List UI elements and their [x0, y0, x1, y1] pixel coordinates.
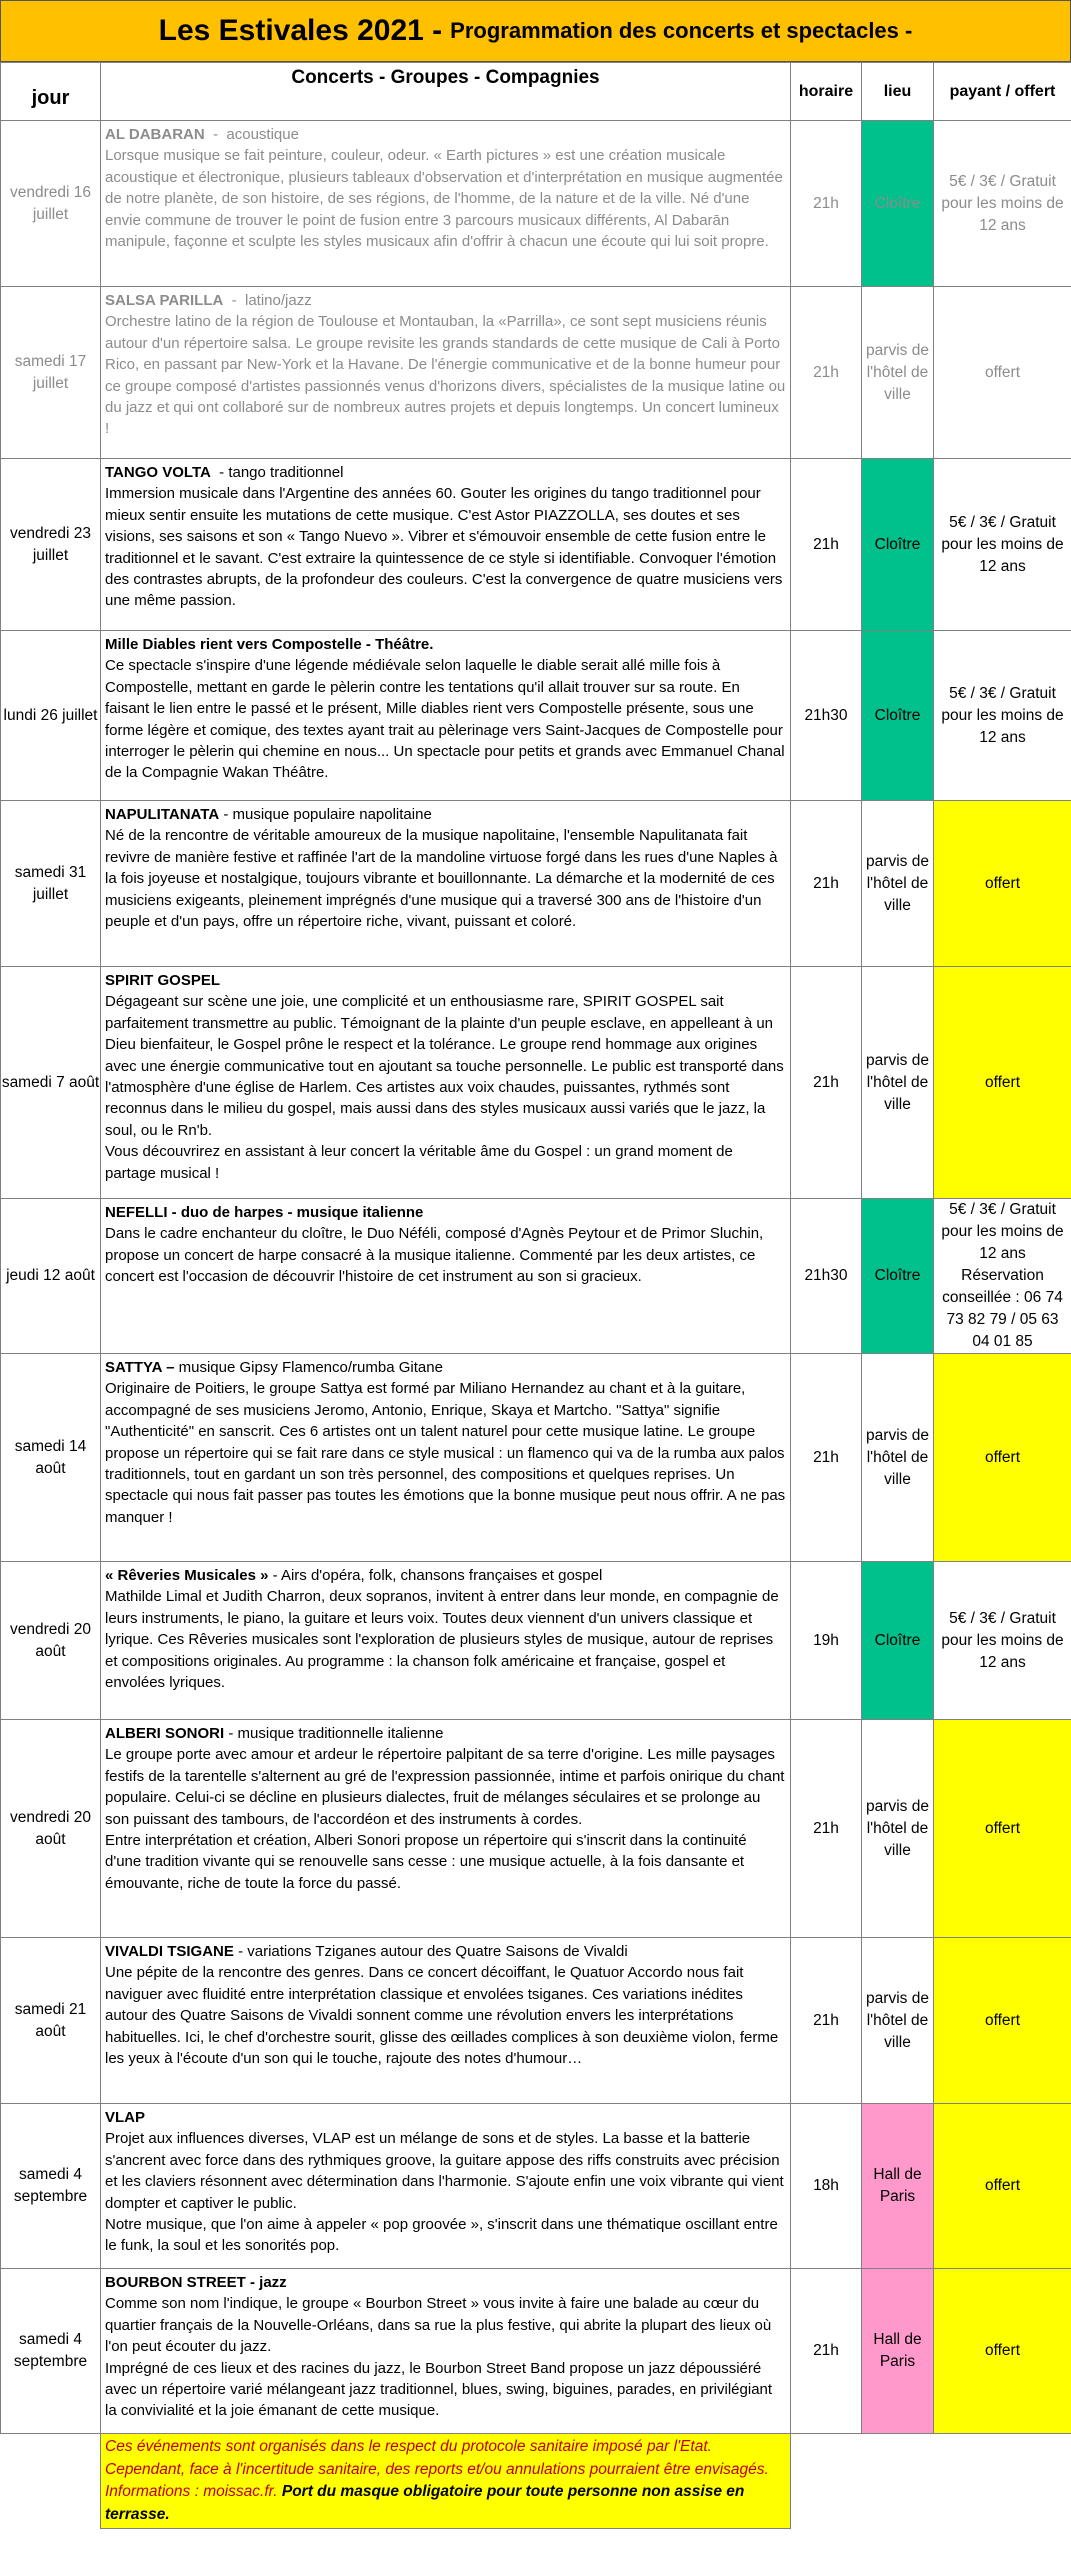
event-row: [1, 1938, 1071, 2104]
event-title: BOURBON STREET - jazz: [105, 2274, 287, 2291]
event-row: [1, 1562, 1071, 1720]
footer-note-cell: [101, 2434, 791, 2529]
event-price: 5€ / 3€ / Gratuit pour les moins de 12 ans: [934, 1562, 1071, 1720]
event-day: vendredi 16 juillet: [1, 121, 101, 287]
event-text: Ce spectacle s'inspire d'une légende médiévale selon laquelle le diable serait allé mille fois à Compostelle, mettant en garde le pèlerin contre les tentations qu'il allait trouver sur sa route. En faisant le lien entre le passé et le présent, Mille diables rient vers Compostelle présente, sous une forme légère et comique, des textes ayant trait au pèlerinage vers Saint-Jacques de Compostelle pour interroger le pèlerin qui chemine en nous... Un spectacle pour petits et grands avec Emmanuel Chanal de la Compagnie Wakan Théâtre.: [105, 657, 785, 782]
event-price: 5€ / 3€ / Gratuit pour les moins de 12 ans Réservation conseillée : 06 74 73 82 79 / 05 63 04 01 85: [934, 1199, 1071, 1354]
event-price: 5€ / 3€ / Gratuit pour les moins de 12 ans: [934, 121, 1071, 287]
column-header-day: jour: [1, 63, 101, 121]
event-title: VLAP: [105, 2109, 146, 2126]
event-title: Mille Diables rient vers Compostelle - Théâtre.: [105, 636, 434, 653]
event-row: [1, 1720, 1071, 1938]
event-row: [1, 459, 1071, 631]
event-description-cell: [101, 801, 791, 967]
footer-note: Ces événements sont organisés dans le respect du protocole sanitaire imposé par l'Etat. Cependant, face à l'incertitude sanitaire, des reports et/ou annulations pourraient être envisagés. Informations : moissac.fr.: [105, 2438, 769, 2500]
event-day: vendredi 23 juillet: [1, 459, 101, 631]
event-place: Hall de Paris: [862, 2269, 934, 2434]
event-price: offert: [934, 967, 1071, 1199]
event-price: 5€ / 3€ / Gratuit pour les moins de 12 ans: [934, 459, 1071, 631]
event-place: Cloître: [862, 1199, 934, 1354]
footer-row: [1, 2434, 1071, 2529]
event-row: [1, 967, 1071, 1199]
footer-mask-note: Port du masque obligatoire pour toute personne non assise en terrasse.: [105, 2483, 745, 2523]
event-title: NAPULITANATA: [105, 806, 220, 823]
event-price: offert: [934, 2104, 1071, 2269]
event-price: offert: [934, 1720, 1071, 1938]
event-price: offert: [934, 1354, 1071, 1562]
event-title: ALBERI SONORI: [105, 1725, 225, 1742]
event-title: NEFELLI - duo de harpes - musique italienne: [105, 1204, 424, 1221]
event-time: 21h: [791, 967, 862, 1199]
event-day: samedi 21 août: [1, 1938, 101, 2104]
event-price: offert: [934, 287, 1071, 459]
event-time: 21h: [791, 121, 862, 287]
event-title: VIVALDI TSIGANE: [105, 1943, 234, 1960]
event-place: Cloître: [862, 121, 934, 287]
event-row: [1, 121, 1071, 287]
event-description-cell: [101, 967, 791, 1199]
event-description-cell: [101, 1199, 791, 1354]
event-time: 21h30: [791, 1199, 862, 1354]
event-text: Le groupe porte avec amour et ardeur le répertoire palpitant de sa terre d'origine. Les mille paysages festifs de la tarentelle s'alternent au gré de l'expression passionnée, intime et parfois onirique du chant populaire. Celui-ci se décline en plusieurs dialectes, fruit de mélanges séculaires et se prolonge au son puissant des tambours, de l'accordéon et des instruments à cordes. Entre interprétation et création, Alberi Sonori propose un répertoire qui s'inscrit dans la continuité d'une tradition vivante qui se renouvelle sans cesse : une musique actuelle, à la fois dansante et émouvante, riche de toute la force du passé.: [105, 1746, 785, 1892]
event-day: samedi 7 août: [1, 967, 101, 1199]
event-place: parvis de l'hôtel de ville: [862, 287, 934, 459]
event-genre: - latino/jazz: [223, 292, 312, 309]
column-header-place: lieu: [862, 63, 934, 121]
event-text: Dégageant sur scène une joie, une complicité et un enthousiasme rare, SPIRIT GOSPEL sait parfaitement transmettre au public. Témoignant de la plainte d'un peuple esclave, en appelleant à un Dieu bienfaiteur, le Gospel prône le respect et la tolérance. Le groupe rend hommage aux origines avec une énergie communicative tout en ajoutant sa touche personnelle. Le public est transporté dans l'atmosphère d'une église de Harlem. Ces artistes aux voix chaudes, puissantes, rythmés sont reconnus dans le milieu du gospel, mais aussi dans des styles musicaux aussi variés que le jazz, la soul, ou le Rn'b. Vous découvrirez en assistant à leur concert la véritable âme du Gospel : un grand moment de partage musical !: [105, 993, 784, 1182]
column-header-price: payant / offert: [934, 63, 1071, 121]
event-time: 21h: [791, 459, 862, 631]
event-text: Projet aux influences diverses, VLAP est un mélange de sons et de styles. La basse et la batterie s'ancrent avec force dans des rythmiques groove, la guitare appose des riffs construits avec précision et les claviers résonnent avec détermination dans l'harmonie. S'ajoute enfin une voix vibrante qui vient dompter et captiver le public. Notre musique, que l'on aime à appeler « pop groovée », s'inscrit dans une thématique oscillant entre le funk, la soul et les sonorités pop.: [105, 2130, 784, 2255]
event-price: offert: [934, 2269, 1071, 2434]
event-row: [1, 1199, 1071, 1354]
event-rows: [1, 121, 1071, 2434]
event-title: TANGO VOLTA: [105, 464, 211, 481]
column-header-description: Concerts - Groupes - Compagnies: [101, 63, 791, 121]
event-time: 21h: [791, 2269, 862, 2434]
event-text: Orchestre latino de la région de Toulouse et Montauban, la «Parrilla», ce sont sept musiciens réunis autour d'un répertoire salsa. Le groupe revisite les grands standards de cette musique de Cali à Porto Rico, en passant par New-York et la Havane. De l'énergie communicative et de la bonne humeur pour ce groupe composé d'artistes passionnés venus d'horizons divers, spécialistes de la musique latine ou du jazz et qui ont collaboré sur de nombreux autres projets et depuis longtemps. Un concert lumineux !: [105, 313, 786, 438]
event-title: SATTYA –: [105, 1359, 175, 1376]
event-description-cell: [101, 1354, 791, 1562]
event-genre: musique Gipsy Flamenco/rumba Gitane: [174, 1359, 443, 1376]
event-text: Né de la rencontre de véritable amoureux de la musique napolitaine, l'ensemble Napulitanata fait revivre de manière festive et raffinée l'art de la mandoline virtuose forgé dans les rues d'une Naples à la fois joyeuse et nostalgique, toujours vibrante et bouillonnante. La démarche et la modernité de ces musiciens exigeants, pleinement imprégnés d'une musique qui a traversé 300 ans de l'histoire d'un peuple et d'un pays, offre un répertoire riche, vivant, puissant et coloré.: [105, 827, 778, 931]
event-genre: - Airs d'opéra, folk, chansons françaises et gospel: [268, 1567, 603, 1584]
event-time: 21h: [791, 1720, 862, 1938]
event-day: vendredi 20 août: [1, 1562, 101, 1720]
event-time: 19h: [791, 1562, 862, 1720]
event-day: vendredi 20 août: [1, 1720, 101, 1938]
event-place: parvis de l'hôtel de ville: [862, 801, 934, 967]
event-text: Dans le cadre enchanteur du cloître, le Duo Néféli, composé d'Agnès Peytour et de Primor Sluchin, propose un concert de harpe consacré à la musique italienne. Commenté par les deux artistes, ce concert est l'occasion de découvrir l'histoire de cet instrument au son si gracieux.: [105, 1225, 764, 1286]
footer-spacer: [791, 2434, 862, 2529]
footer-spacer: [1, 2434, 101, 2529]
event-genre: - variations Tziganes autour des Quatre Saisons de Vivaldi: [233, 1943, 628, 1960]
event-description-cell: [101, 631, 791, 801]
event-row: [1, 2269, 1071, 2434]
event-place: parvis de l'hôtel de ville: [862, 1938, 934, 2104]
event-place: parvis de l'hôtel de ville: [862, 967, 934, 1199]
event-price: 5€ / 3€ / Gratuit pour les moins de 12 ans: [934, 631, 1071, 801]
column-header-time: horaire: [791, 63, 862, 121]
footer-spacer: [934, 2434, 1071, 2529]
event-title: SALSA PARILLA: [105, 292, 224, 309]
event-time: 21h: [791, 287, 862, 459]
event-text: Originaire de Poitiers, le groupe Sattya est formé par Miliano Hernandez au chant et à la guitare, accompagné de ses musiciens Jeromo, Antonio, Enrique, Skaya et Martcho. "Sattya" signifie "Authenticité" en sanscrit. Ces 6 artistes ont un talent naturel pour cette musique latine. Le groupe propose un répertoire qui se fait rare dans ce style musical : un flamenco qui va de la rumba aux palos traditionnels, tout en gardant un son très personnel, des compositions et quelques reprises. Un spectacle qui nous fait passer pas toutes les émotions que la bonne musique peut nous offrir. A ne pas manquer !: [105, 1380, 786, 1526]
event-day: samedi 14 août: [1, 1354, 101, 1562]
event-time: 21h: [791, 1938, 862, 2104]
event-day: samedi 31 juillet: [1, 801, 101, 967]
event-text: Mathilde Limal et Judith Charron, deux sopranos, invitent à entrer dans leur monde, en compagnie de leurs instruments, le piano, la guitare et leurs voix. Toutes deux viennent d'un univers classique et lyrique. Ces Rêveries musicales sont l'exploration de plusieurs styles de musique, autour de reprises et compositions originales. Au programme : la chanson folk américaine et française, gospel et envolées lyriques.: [105, 1588, 779, 1692]
event-place: Cloître: [862, 1562, 934, 1720]
event-row: [1, 801, 1071, 967]
footer-spacer: [862, 2434, 934, 2529]
program-table: [0, 62, 1071, 2529]
event-place: Cloître: [862, 631, 934, 801]
page-title: Les Estivales 2021 -: [158, 14, 443, 47]
event-title: SPIRIT GOSPEL: [105, 972, 221, 989]
page-title-banner: [0, 0, 1071, 62]
event-text: Lorsque musique se fait peinture, couleur, odeur. « Earth pictures » est une création musicale acoustique et électronique, plusieurs tableaux d'observation et d'interprétation en musique augmentée de notre planète, de son histoire, de ses régions, de l'homme, de la nature et de la ville. Né d'une envie commune de trouver le point de fusion entre 3 parcours musicaux différents, Al Dabarān manipule, façonne et sculpte les styles musicaux afin d'offrir à chacun une écoute qui lui soit propre.: [105, 147, 783, 251]
event-row: [1, 1354, 1071, 1562]
event-genre: - musique traditionnelle italienne: [224, 1725, 444, 1742]
event-time: 18h: [791, 2104, 862, 2269]
event-place: Cloître: [862, 459, 934, 631]
table-header-row: [1, 63, 1071, 121]
event-description-cell: [101, 459, 791, 631]
event-place: parvis de l'hôtel de ville: [862, 1354, 934, 1562]
event-day: jeudi 12 août: [1, 1199, 101, 1354]
event-description-cell: [101, 287, 791, 459]
page-subtitle: Programmation des concerts et spectacles -: [450, 18, 913, 43]
event-time: 21h: [791, 1354, 862, 1562]
event-text: Une pépite de la rencontre des genres. Dans ce concert décoiffant, le Quatuor Accordo nous fait naviguer avec fluidité entre interprétation classique et envolées tsiganes. Ces variations inédites autour des Quatre Saisons de Vivaldi sonnent comme une révolution envers les interprétations habituelles. Ici, le chef d'orchestre sourit, glisse des œillades complices à son deuxième violon, ferme les yeux à l'écoute d'un son qui le touche, rajoute des notes d'humour…: [105, 1964, 779, 2068]
event-price: offert: [934, 801, 1071, 967]
event-description-cell: [101, 2269, 791, 2434]
event-time: 21h30: [791, 631, 862, 801]
event-price: offert: [934, 1938, 1071, 2104]
event-text: Comme son nom l'indique, le groupe « Bourbon Street » vous invite à faire une balade au cœur du quartier français de la Nouvelle-Orléans, dans sa rue la plus festive, qui abrite la plupart des lieux où l'on peut écouter du jazz. Imprégné de ces lieux et des racines du jazz, le Bourbon Street Band propose un jazz dépoussiéré avec un répertoire varié mélangeant jazz traditionnel, blues, swing, biguines, parades, en privilégiant la convivialité et la joie émanant de cette musique.: [105, 2295, 773, 2420]
event-description-cell: [101, 1562, 791, 1720]
event-text: Immersion musicale dans l'Argentine des années 60. Gouter les origines du tango traditionnel pour mieux sentir ensuite les mutations de cette musique. C'est Astor PIAZZOLLA, ses doutes et ses visions, ses saisons et son « Tango Nuevo ». Vibrer et s'émouvoir ensemble de cette fusion entre le traditionnel et le savant. C'est extraire la quintessence de ce style si identifiable. Convoquer l'émotion des contrastes abrupts, de la profondeur des couleurs. C'est la convergence de quatre musiciens vers une même passion.: [105, 485, 783, 610]
event-description-cell: [101, 121, 791, 287]
event-genre: - acoustique: [204, 126, 299, 143]
event-place: Hall de Paris: [862, 2104, 934, 2269]
event-row: [1, 631, 1071, 801]
event-day: samedi 4 septembre: [1, 2104, 101, 2269]
event-row: [1, 287, 1071, 459]
event-day: lundi 26 juillet: [1, 631, 101, 801]
event-description-cell: [101, 1720, 791, 1938]
event-title: AL DABARAN: [105, 126, 205, 143]
event-place: parvis de l'hôtel de ville: [862, 1720, 934, 1938]
event-description-cell: [101, 1938, 791, 2104]
event-genre: - tango traditionnel: [210, 464, 344, 481]
event-day: samedi 4 septembre: [1, 2269, 101, 2434]
event-row: [1, 2104, 1071, 2269]
event-genre: - musique populaire napolitaine: [219, 806, 432, 823]
event-time: 21h: [791, 801, 862, 967]
event-title: « Rêveries Musicales »: [105, 1567, 269, 1584]
event-description-cell: [101, 2104, 791, 2269]
event-day: samedi 17 juillet: [1, 287, 101, 459]
